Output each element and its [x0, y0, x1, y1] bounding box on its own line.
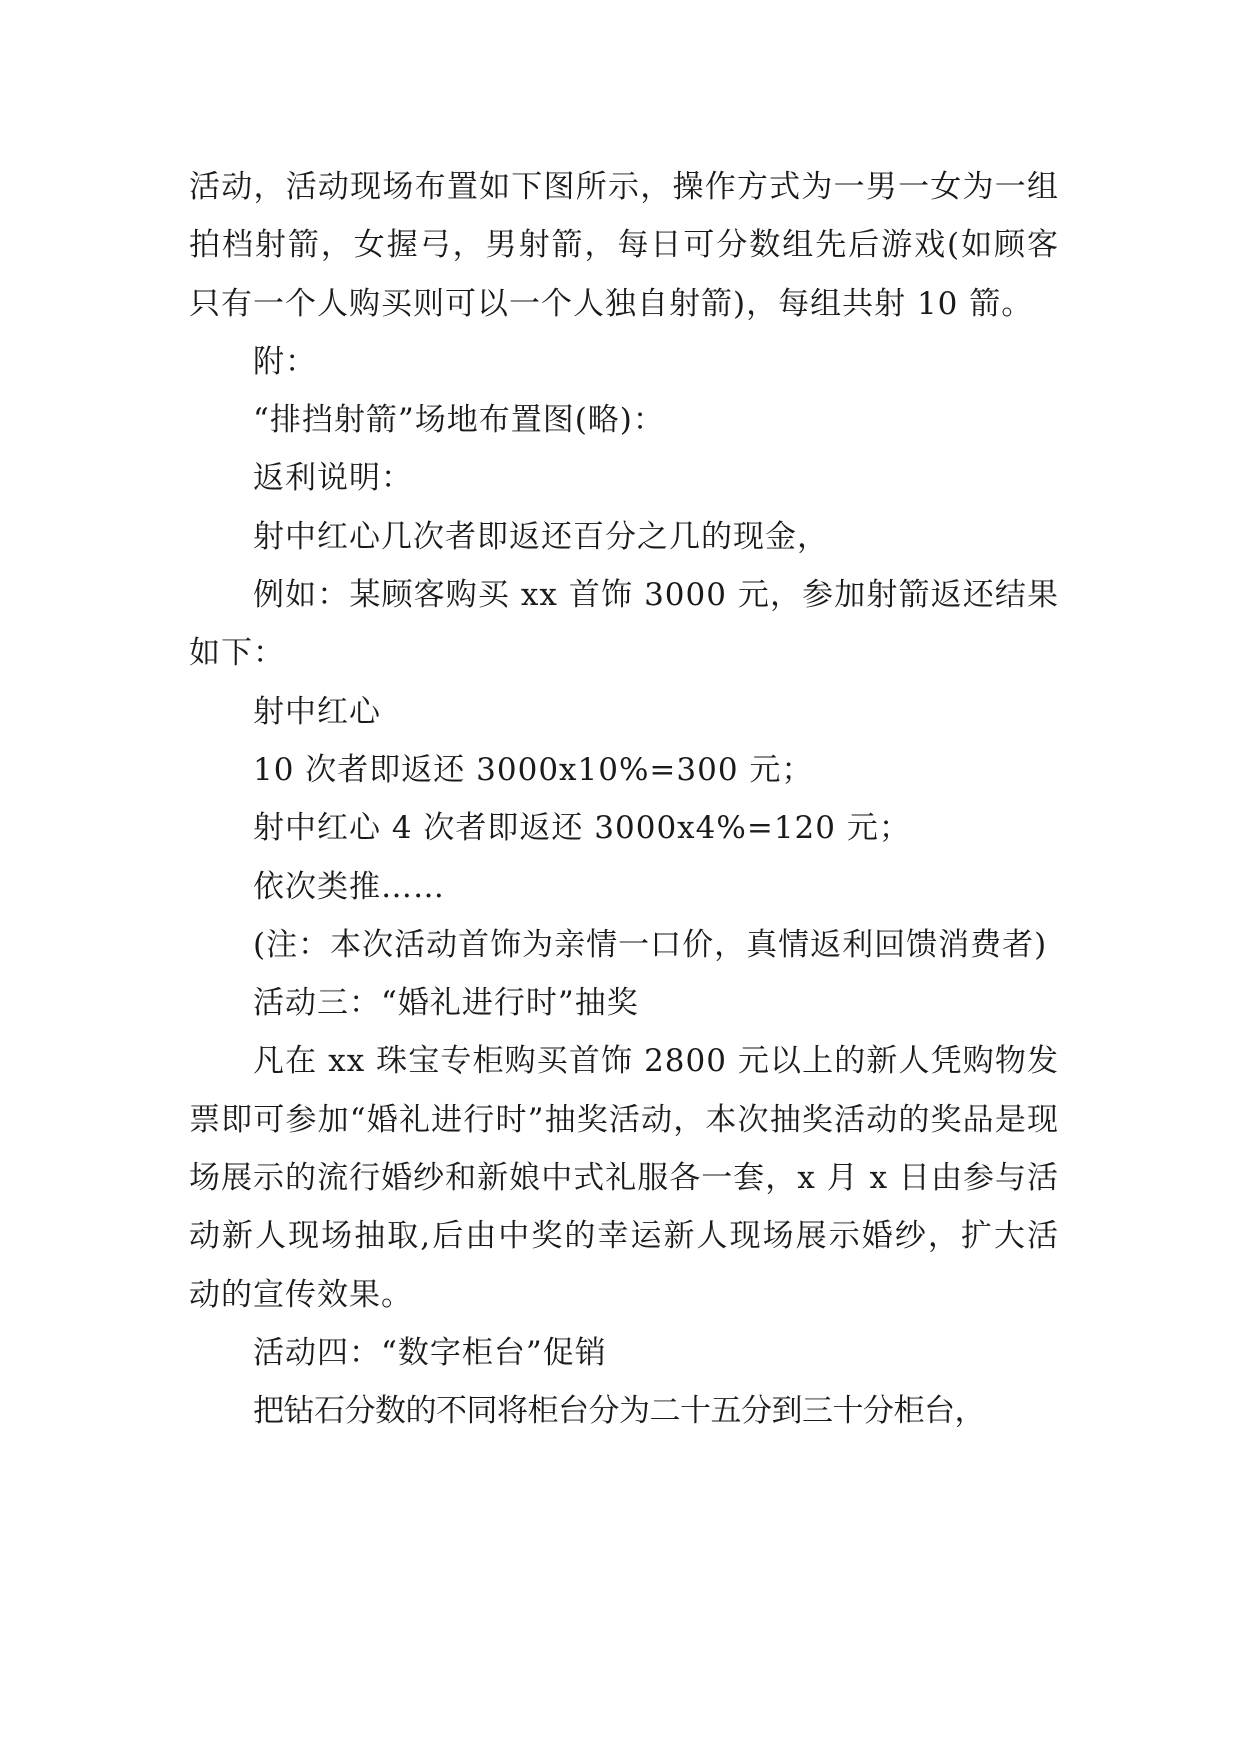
paragraph-layout-diagram-note: “排挡射箭”场地布置图(略)： [253, 402, 665, 439]
paragraph-and-so-on: 依次类推…… [253, 868, 445, 905]
paragraph-appendix-label: 附： [253, 343, 317, 380]
paragraph-activity-description: 活动，活动现场布置如下图所示，操作方式为一男一女为一组拍档射箭，女握弓，男射箭，每日可分数组先后游戏(如顾客只有一个人购买则可以一个人独自射箭)，每组共射 10 箭。 [189, 169, 1059, 322]
paragraph-note: (注：本次活动首饰为亲情一口价，真情返利回馈消费者) [253, 926, 1048, 963]
paragraph-activity-three-body: 凡在 xx 珠宝专柜购买首饰 2800 元以上的新人凭购物发票即可参加“婚礼进行时”抽奖活动，本次抽奖活动的奖品是现场展示的流行婚纱和新娘中式礼服各一套，x 月 x 日由参与活动新人现场抽取,后由中奖的幸运新人现场展示婚纱，扩大活动的宣传效果。 [189, 1043, 1059, 1313]
paragraph-rebate-four-hits: 射中红心 4 次者即返还 3000x4%=120 元； [253, 810, 911, 847]
paragraph-rebate-heading: 返利说明： [253, 460, 413, 497]
heading-activity-three: 活动三：“婚礼进行时”抽奖 [253, 985, 639, 1022]
paragraph-rebate-example: 例如：某顾客购买 xx 首饰 3000 元，参加射箭返还结果如下： [189, 577, 1059, 672]
paragraph-rebate-rule: 射中红心几次者即返还百分之几的现金， [253, 518, 829, 555]
document-body [189, 158, 1059, 1441]
paragraph-activity-four-body: 把钻石分数的不同将柜台分为二十五分到三十分柜台， [253, 1393, 985, 1430]
paragraph-bullseye-label: 射中红心 [253, 693, 381, 730]
paragraph-rebate-ten-hits: 10 次者即返还 3000x10%=300 元； [253, 751, 814, 788]
heading-activity-four: 活动四：“数字柜台”促销 [253, 1334, 607, 1371]
